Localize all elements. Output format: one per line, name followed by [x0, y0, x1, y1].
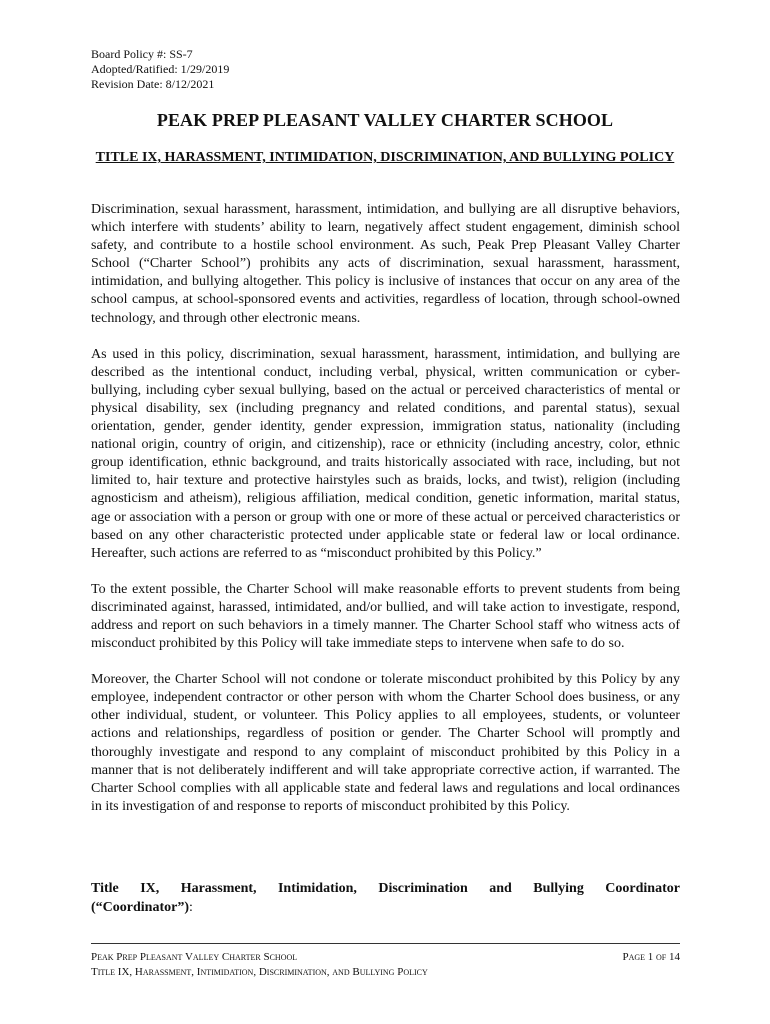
footer-left	[91, 950, 428, 980]
coordinator-heading-line2	[91, 899, 680, 918]
page-number: Page 1 of 14	[622, 951, 680, 963]
coordinator-section-heading	[91, 880, 680, 917]
paragraph-definitions: As used in this policy, discrimination, sexual harassment, harassment, intimidation, and bullying are described as the intentional conduct, including verbal, physical, written communication or cyber-bullying, including cyber sexual bullying, based on the actual or perceived characteristics of mental or physical disability, sex (including pregnancy and related conditions, and parental status), sexual orientation, gender, gender identity, gender expression, immigration status, nationality (including national origin, country of origin, and citizenship), race or ethnicity (including ancestry, color, ethnic group identification, ethnic background, and traits historically associated with race, including, but not limited to, hair texture and protective hairstyles such as braids, locks, and twist), religion (including agnosticism and atheism), religious affiliation, medical condition, genetic information, marital status, age or association with a person or group with one or more of these actual or perceived characteristics or based on any other characteristic protected under applicable state or federal law or local ordinance. Hereafter, such actions are referred to as “misconduct prohibited by this Policy.”	[91, 346, 680, 561]
footer-policy-name: Title IX, Harassment, Intimidation, Discrimination, and Bullying Policy	[91, 966, 428, 978]
paragraph-prevention: To the extent possible, the Charter School will make reasonable efforts to prevent students from being discriminated against, harassed, intimidated, and/or bullied, and will take action to investigate, respond, address and report on such behaviors in a timely manner. The Charter School staff who witness acts of misconduct prohibited by this Policy will take immediate steps to intervene when safe to do so.	[91, 581, 680, 652]
school-name-heading: PEAK PREP PLEASANT VALLEY CHARTER SCHOOL	[156, 110, 614, 130]
board-policy-number: Board Policy #: SS-7	[91, 47, 193, 61]
heading-word: Title	[91, 881, 119, 896]
heading-word: Discrimination	[378, 881, 468, 896]
coordinator-heading-line1	[91, 880, 680, 899]
paragraph-scope: Moreover, the Charter School will not condone or tolerate misconduct prohibited by this Policy by any employee, independent contractor or other person with whom the Charter School does business, or any other individual, student, or volunteer. This Policy applies to all employees, students, or volunteer actions and relationships, regardless of position or gender. The Charter School will promptly and thoroughly investigate and respond to any complaint of misconduct prohibited by this Policy in a manner that is not deliberately indifferent and will take appropriate corrective action, if warranted. The Charter School complies with all applicable state and federal laws and regulations and local ordinances in its investigation of and response to reports of misconduct prohibited by this Policy.	[91, 672, 680, 814]
policy-title: TITLE IX, HARASSMENT, INTIMIDATION, DISCRIMINATION, AND BULLYING POLICY	[95, 150, 675, 165]
heading-word: Bullying	[533, 881, 584, 896]
heading-word: IX,	[140, 881, 160, 896]
revision-date: Revision Date: 8/12/2021	[91, 77, 215, 91]
heading-word: and	[489, 881, 512, 896]
heading-word: Coordinator	[605, 881, 680, 896]
heading-word: Intimidation,	[277, 881, 357, 896]
policy-metadata	[91, 47, 229, 92]
adopted-date: Adopted/Ratified: 1/29/2019	[91, 62, 230, 76]
policy-body	[91, 201, 680, 834]
paragraph-intro: Discrimination, sexual harassment, harassment, intimidation, and bullying are all disruptive behaviors, which interfere with students’ ability to learn, negatively affect student engagement, diminish school safety, and contribute to a hostile school environment. As such, Peak Prep Pleasant Valley Charter School (“Charter School”) prohibits any acts of discrimination, sexual harassment, harassment, intimidation, and bullying altogether. This policy is inclusive of instances that occur on any area of the school campus, at school-sponsored events and activities, regardless of location, through school-owned technology, and through other electronic means.	[91, 202, 680, 326]
footer-divider	[91, 943, 680, 944]
footer-school-name: Peak Prep Pleasant Valley Charter School	[91, 951, 298, 963]
heading-word: Harassment,	[180, 881, 257, 896]
coordinator-colon: :	[189, 899, 193, 915]
coordinator-label: (“Coordinator”)	[91, 899, 189, 915]
